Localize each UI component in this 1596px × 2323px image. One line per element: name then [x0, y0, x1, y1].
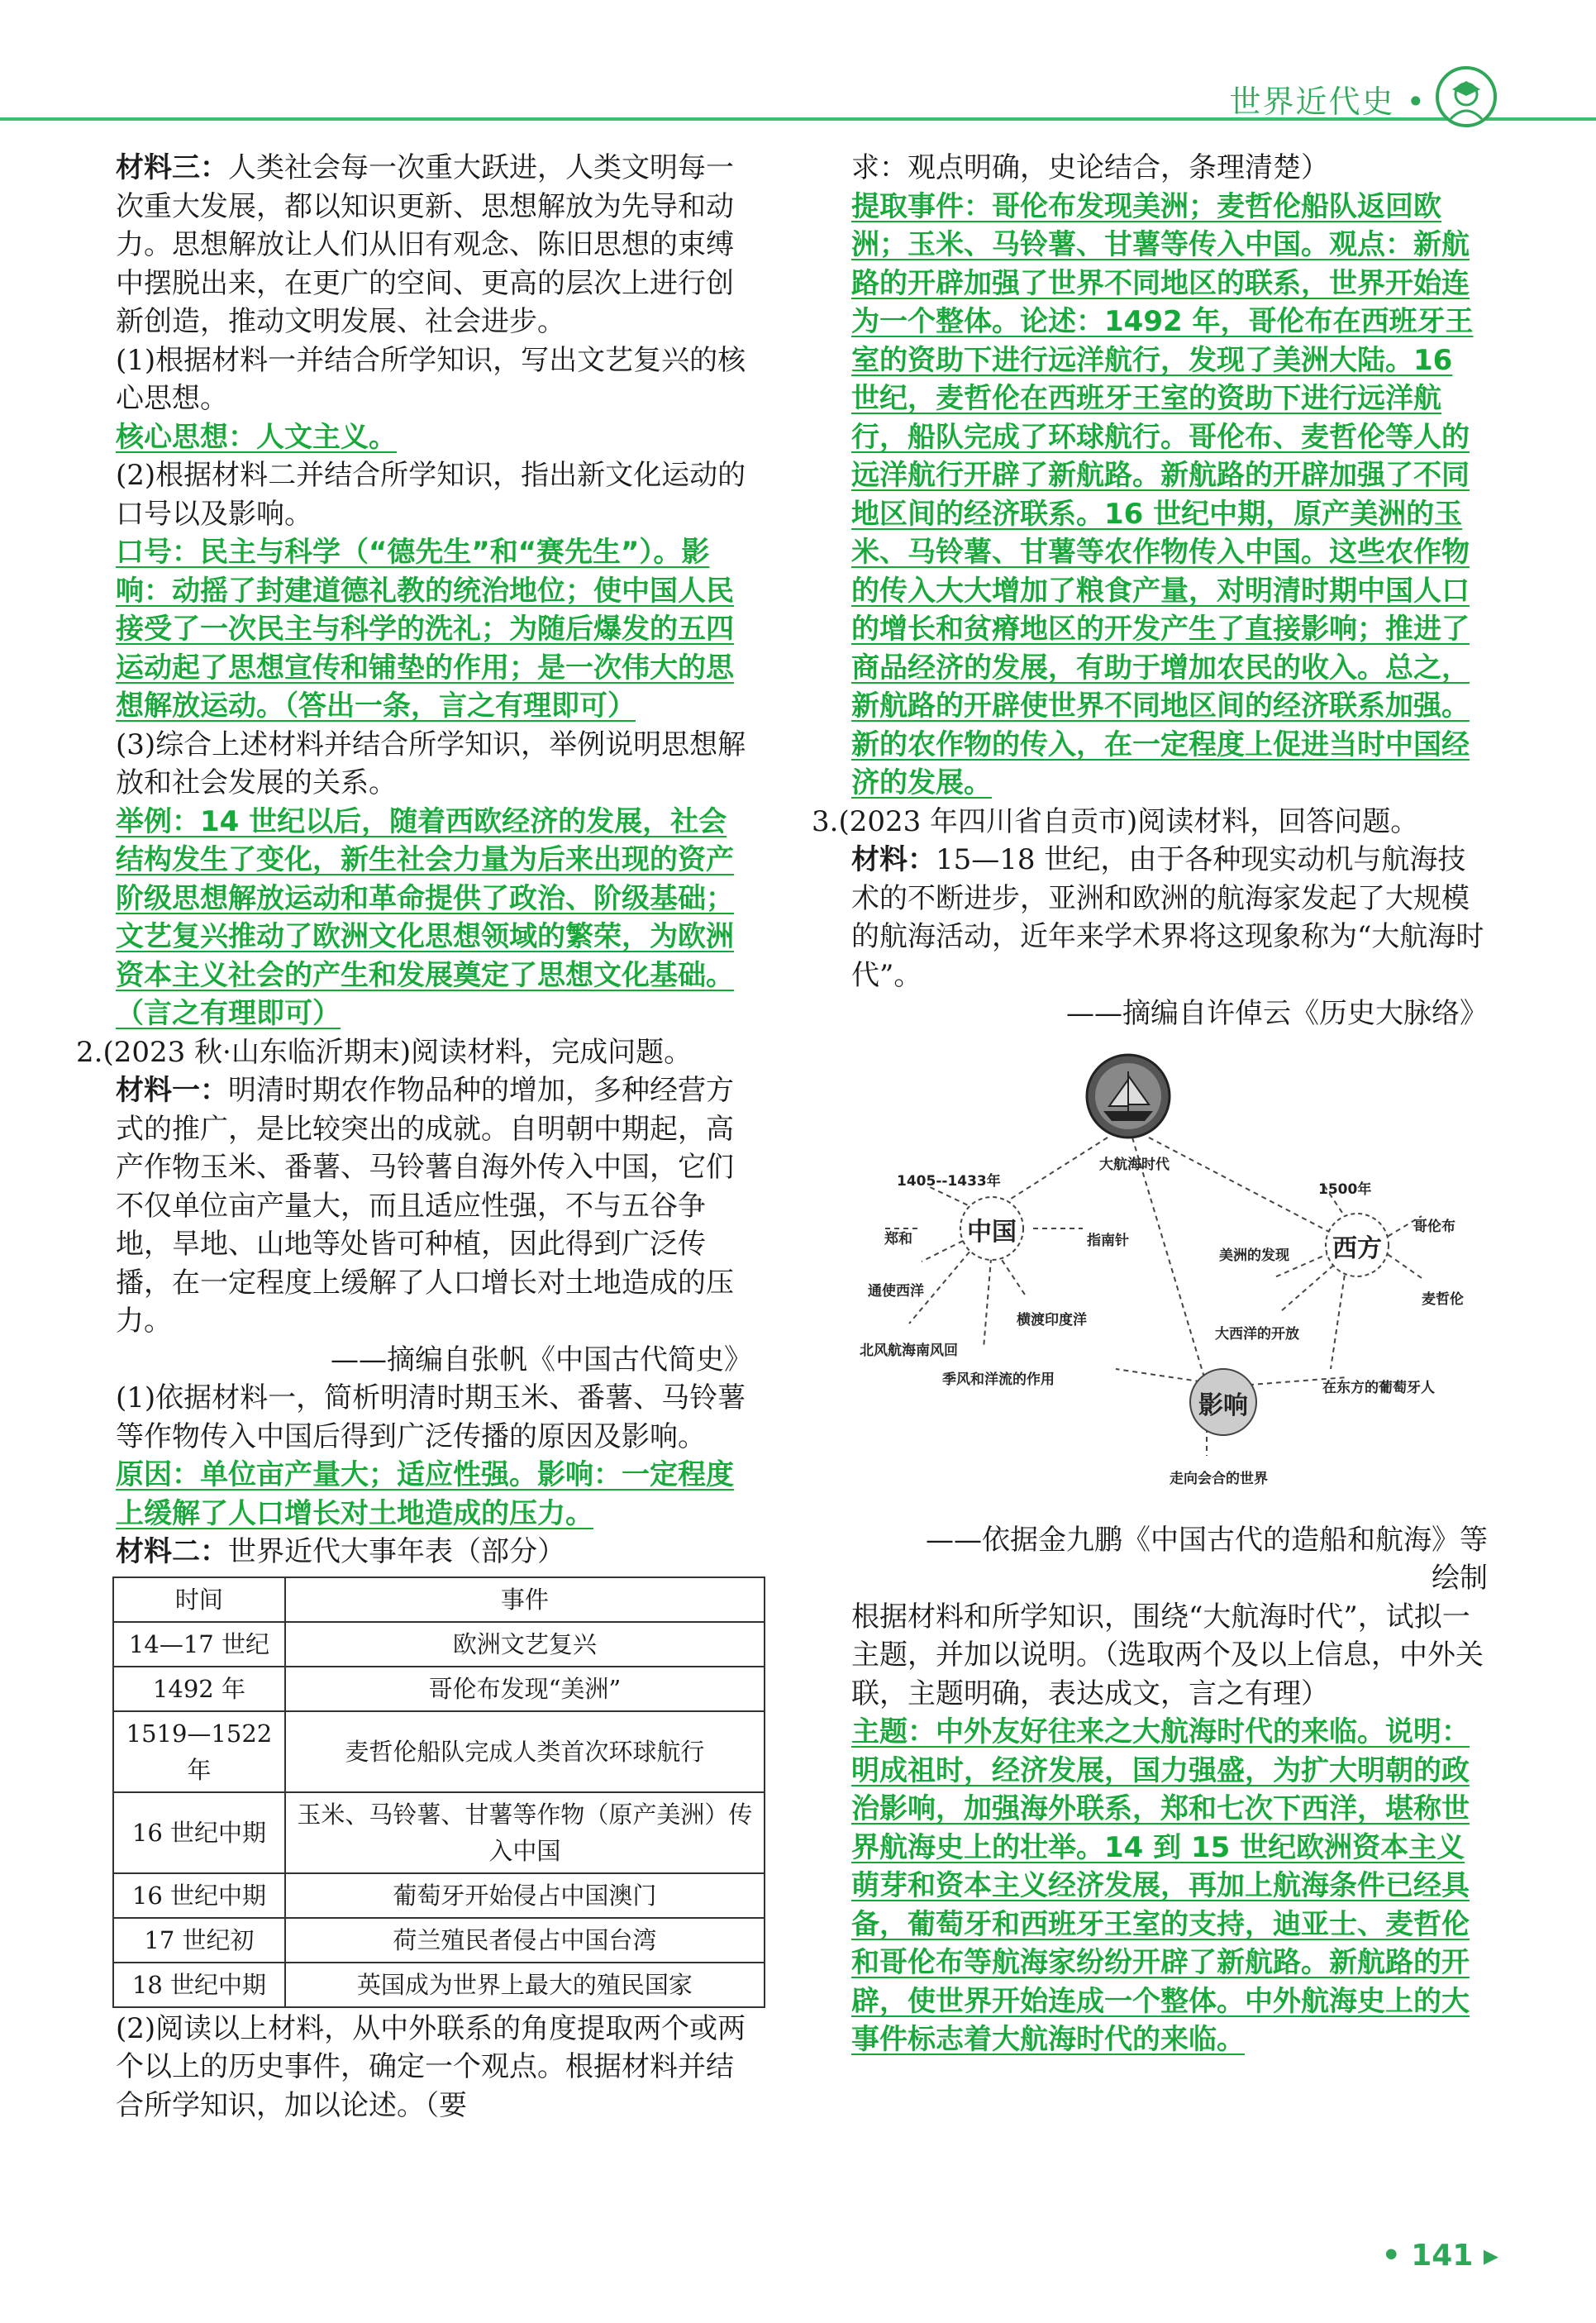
question-2-2-cont: 求：观点明确，史论结合，条理清楚）	[851, 151, 1329, 184]
question-2-1: (1)依据材料一，简析明清时期玉米、番薯、马铃薯等作物传入中国后得到广泛传播的原因及影响。	[116, 1381, 746, 1453]
table-cell-event: 哥伦布发现“美洲”	[285, 1667, 765, 1711]
table-header-event: 事件	[285, 1577, 765, 1622]
diagram-label: 郑和	[884, 1230, 912, 1247]
diagram-label: 横渡印度洋	[1017, 1311, 1087, 1328]
table-cell-event: 麦哲伦船队完成人类首次环球航行	[285, 1711, 765, 1792]
diagram-label: 美洲的发现	[1219, 1247, 1289, 1264]
answer-3: 主题：中外友好往来之大航海时代的来临。说明：明成祖时，经济发展，国力强盛，为扩大明朝的政治影响，加强海外联系，郑和七次下西洋，堪称世界航海史上的壮举。14 到 15 世纪欧洲资本主义萌芽和资本主义经济发展，再加上航海条件已经具备，葡萄牙和西班牙王室的支持，迪亚士、麦哲伦和哥伦布等航海家纷纷开辟了新航路。新航路的开辟，使世界开始连成一个整体。中外航海史上的大事件标志着大航海时代的来临。	[851, 1715, 1470, 2056]
table-cell-time: 1492 年	[113, 1667, 285, 1711]
diagram-label: 在东方的葡萄牙人	[1322, 1379, 1435, 1396]
diagram-label: 1500年	[1318, 1181, 1372, 1198]
diagram-label: 哥伦布	[1413, 1218, 1455, 1235]
question-2-2: (2)阅读以上材料，从中外联系的角度提取两个或两个以上的历史事件，确定一个观点。根据材料并结合所学知识，加以论述。（要	[116, 2011, 746, 2122]
answer-1-2: 口号：民主与科学（“德先生”和“赛先生”）。影响：动摇了封建道德礼教的统治地位；使中国人民接受了一次民主与科学的洗礼；为随后爆发的五四运动起了思想宣传和铺垫的作用；是一次伟大的思想解放运动。（答出一条，言之有理即可）	[116, 536, 734, 723]
table-cell-time: 16 世纪中期	[113, 1873, 285, 1918]
answer-2-2: 提取事件：哥伦布发现美洲；麦哲伦船队返回欧洲；玉米、马铃薯、甘薯等传入中国。观点：新航路的开辟加强了世界不同地区的联系，世界开始连为一个整体。论述：1492 年，哥伦布在西班牙王室的资助下进行远洋航行，发现了美洲大陆。16 世纪，麦哲伦在西班牙王室的资助下进行远洋航行，船队完成了环球航行。哥伦布、麦哲伦等人的远洋航行开辟了新航路。新航路的开辟加强了不同地区间的经济联系。16 世纪中期，原产美洲的玉米、马铃薯、甘薯等农作物传入中国。这些农作物的传入大大增加了粮食产量，对明清时期中国人口的增长和贫瘠地区的开发产生了直接影响；推进了商品经济的发展，有助于增加农民的收入。总之，新航路的开辟使世界不同地区间的经济联系加强。新的农作物的传入，在一定程度上促进当时中国经济的发展。	[851, 189, 1474, 799]
table-row	[113, 1622, 765, 1667]
material3-text: 人类社会每一次重大跃进，人类文明每一次重大发展，都以知识更新、思想解放为先导和动力。思想解放让人们从旧有观念、陈旧思想的束缚中摆脱出来，在更广的空间、更高的层次上进行创新创造，推动文明发展、社会进步。	[116, 151, 734, 338]
material3	[116, 149, 752, 341]
diagram-label: 北风航海南风回	[860, 1342, 958, 1359]
material2-text: 世界近代大事年表（部分）	[228, 1535, 565, 1568]
table-cell-event: 欧洲文艺复兴	[285, 1622, 765, 1667]
voyage-mindmap	[851, 1038, 1488, 1518]
question-3-text: 根据材料和所学知识，围绕“大航海时代”，试拟一主题，并加以说明。（选取两个及以上信息，中外关联，主题明确，表达成文，言之有理）	[851, 1600, 1484, 1710]
diagram-node-china: 中国	[967, 1217, 1017, 1247]
right-column	[812, 149, 1488, 2059]
table-cell-time: 16 世纪中期	[113, 1792, 285, 1873]
table-cell-event: 荷兰殖民者侵占中国台湾	[285, 1918, 765, 1963]
table-cell-event: 英国成为世界上最大的殖民国家	[285, 1963, 765, 2007]
table-row	[113, 1667, 765, 1711]
diagram-source-line1: ——依据金九鹏《中国古代的造船和航海》等	[926, 1523, 1488, 1557]
diagram-label: 季风和洋流的作用	[942, 1371, 1055, 1388]
mindmap-lines	[851, 1038, 1488, 1518]
events-table	[112, 1576, 765, 2008]
question-1-3: (3)综合上述材料并结合所学知识，举例说明思想解放和社会发展的关系。	[116, 727, 746, 799]
question-1-1: (1)根据材料一并结合所学知识，写出文艺复兴的核心思想。	[116, 343, 746, 415]
diagram-label: 1405--1433年	[897, 1172, 1001, 1190]
question-3-title: 3.(2023 年四川省自贡市)阅读材料，回答问题。	[812, 804, 1419, 838]
answer-1-3: 举例：14 世纪以后，随着西欧经济的发展，社会结构发生了变化，新生社会力量为后来出现的资产阶级思想解放运动和革命提供了政治、阶级基础；文艺复兴推动了欧洲文化思想领域的繁荣，为欧洲资本主义社会的产生和发展奠定了思想文化基础。（言之有理即可）	[116, 804, 734, 1030]
question-2-title: 2.(2023 秋·山东临沂期末)阅读材料，完成问题。	[76, 1035, 693, 1069]
diagram-label: 走向会合的世界	[1170, 1470, 1268, 1487]
table-header-time: 时间	[113, 1577, 285, 1622]
table-cell-time: 17 世纪初	[113, 1918, 285, 1963]
material-source: ——摘编自许倬云《历史大脉络》	[1066, 997, 1488, 1030]
diagram-node-west: 西方	[1332, 1233, 1382, 1263]
ship-illustration-icon	[1087, 1055, 1170, 1138]
table-row	[113, 1792, 765, 1873]
diagram-label: 麦哲伦	[1422, 1290, 1464, 1308]
question-1-2: (2)根据材料二并结合所学知识，指出新文化运动的口号以及影响。	[116, 459, 746, 531]
student-avatar-icon	[1436, 66, 1497, 127]
material	[851, 841, 1488, 995]
table-cell-event: 葡萄牙开始侵占中国澳门	[285, 1873, 765, 1918]
material1-label: 材料一：	[116, 1074, 228, 1107]
material3-label: 材料三：	[116, 151, 228, 184]
page-number: • 141 ▸	[1381, 2239, 1498, 2273]
material1-source: ——摘编自张帆《中国古代简史》	[331, 1343, 752, 1376]
answer-2-1: 原因：单位亩产量大；适应性强。影响：一定程度上缓解了人口增长对土地造成的压力。	[116, 1458, 734, 1530]
table-row	[113, 1918, 765, 1963]
diagram-center-label: 大航海时代	[1099, 1156, 1170, 1173]
table-cell-time: 14—17 世纪	[113, 1622, 285, 1667]
left-column	[76, 149, 753, 2125]
table-cell-event: 玉米、马铃薯、甘薯等作物（原产美洲）传入中国	[285, 1792, 765, 1873]
diagram-label: 指南针	[1087, 1232, 1129, 1249]
material-label: 材料：	[851, 843, 936, 876]
table-cell-time: 18 世纪中期	[113, 1963, 285, 2007]
table-row	[113, 1873, 765, 1918]
material1-text: 明清时期农作物品种的增加，多种经营方式的推广，是比较突出的成就。自明朝中期起，高产作物玉米、番薯、马铃薯自海外传入中国，它们不仅单位亩产量大，而且适应性强，不与五谷争地，旱地、山地等处皆可种植，因此得到广泛传播，在一定程度上缓解了人口增长对土地造成的压力。	[116, 1074, 734, 1338]
diagram-label: 大西洋的开放	[1215, 1325, 1299, 1343]
material-text: 15—18 世纪，由于各种现实动机与航海技术的不断进步，亚洲和欧洲的航海家发起了大规模的航海活动，近年来学术界将这现象称为“大航海时代”。	[851, 843, 1484, 992]
answer-1-1: 核心思想：人文主义。	[116, 420, 397, 454]
diagram-node-impact: 影响	[1198, 1390, 1248, 1420]
table-row	[113, 1711, 765, 1792]
table-cell-time: 1519—1522 年	[113, 1711, 285, 1792]
table-row	[113, 1963, 765, 2007]
material1	[116, 1071, 752, 1341]
material2-label: 材料二：	[116, 1535, 228, 1568]
material2	[116, 1533, 752, 1572]
diagram-source-line2: 绘制	[1432, 1562, 1488, 1595]
header-title: 世界近代史 •	[1229, 83, 1427, 120]
diagram-label: 通使西洋	[868, 1282, 924, 1300]
